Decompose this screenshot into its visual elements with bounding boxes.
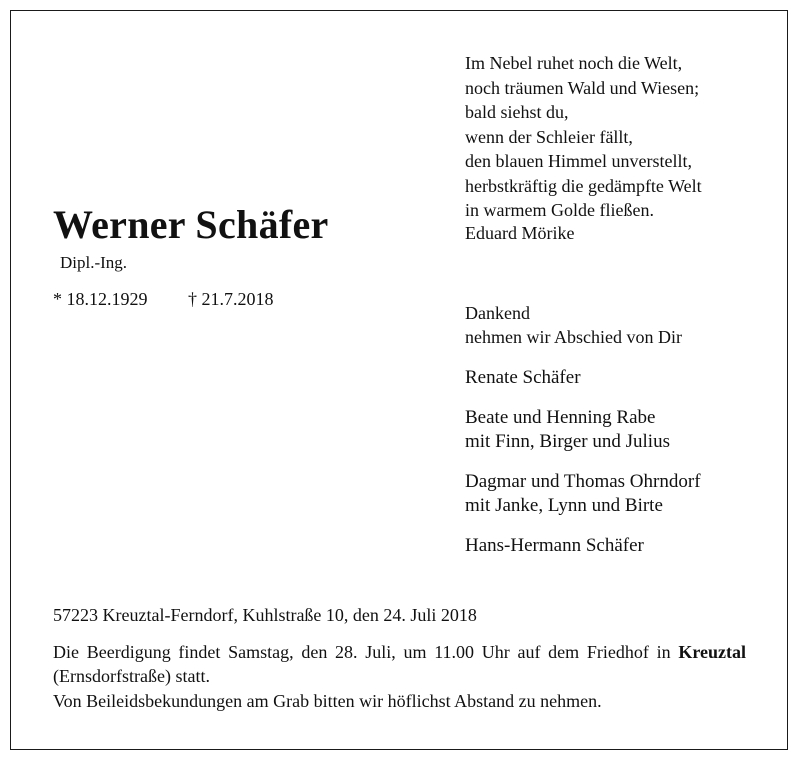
condolence-request: Von Beileidsbekundungen am Grab bitten wir höflichst Abstand zu nehmen.: [53, 691, 602, 711]
farewell-line: nehmen wir Abschied von Dir: [465, 327, 682, 347]
poem: [465, 51, 702, 223]
mourner-name: Renate Schäfer: [465, 367, 581, 388]
mourner-name: mit Janke, Lynn und Birte: [465, 495, 663, 516]
poem-author: Eduard Mörike: [465, 223, 575, 243]
farewell-message: [465, 301, 682, 349]
poem-line: wenn der Schleier fällt,: [465, 126, 633, 147]
poem-line: Im Nebel ruhet noch die Welt,: [465, 53, 683, 73]
funeral-text: Die Beerdigung findet Samstag, den 28. Juli, um 11.00 Uhr auf dem Friedhof in: [53, 642, 679, 662]
poem-line: in warmem Golde fließen.: [465, 200, 654, 220]
mourner-group: [465, 406, 701, 455]
poem-line: herbstkräftig die gedämpfte Welt: [465, 175, 702, 196]
birth-date: * 18.12.1929: [53, 289, 148, 309]
farewell-line: Dankend: [465, 303, 530, 323]
funeral-place: Kreuztal: [678, 642, 746, 662]
deceased-title: Dipl.-Ing.: [60, 253, 128, 272]
mourner-name: Hans-Hermann Schäfer: [465, 534, 644, 556]
mourner-group: [465, 366, 701, 391]
funeral-notice: [53, 640, 746, 688]
mourner-name: mit Finn, Birger und Julius: [465, 431, 670, 452]
death-date: † 21.7.2018: [188, 289, 274, 309]
poem-line: bald siehst du,: [465, 102, 569, 122]
deceased-name: Werner Schäfer: [53, 202, 329, 247]
mourners-list: [465, 366, 701, 573]
mourner-name: Dagmar und Thomas Ohrndorf: [465, 470, 701, 492]
mourner-name: Beate und Henning Rabe: [465, 406, 656, 428]
address-line: 57223 Kreuztal-Ferndorf, Kuhlstraße 10, den 24. Juli 2018: [53, 605, 477, 625]
mourner-group: [465, 534, 701, 559]
poem-line: den blauen Himmel unverstellt,: [465, 151, 692, 171]
funeral-text-end: (Ernsdorfstraße) statt.: [53, 666, 210, 686]
mourner-group: [465, 470, 701, 519]
poem-line: noch träumen Wald und Wiesen;: [465, 77, 700, 98]
